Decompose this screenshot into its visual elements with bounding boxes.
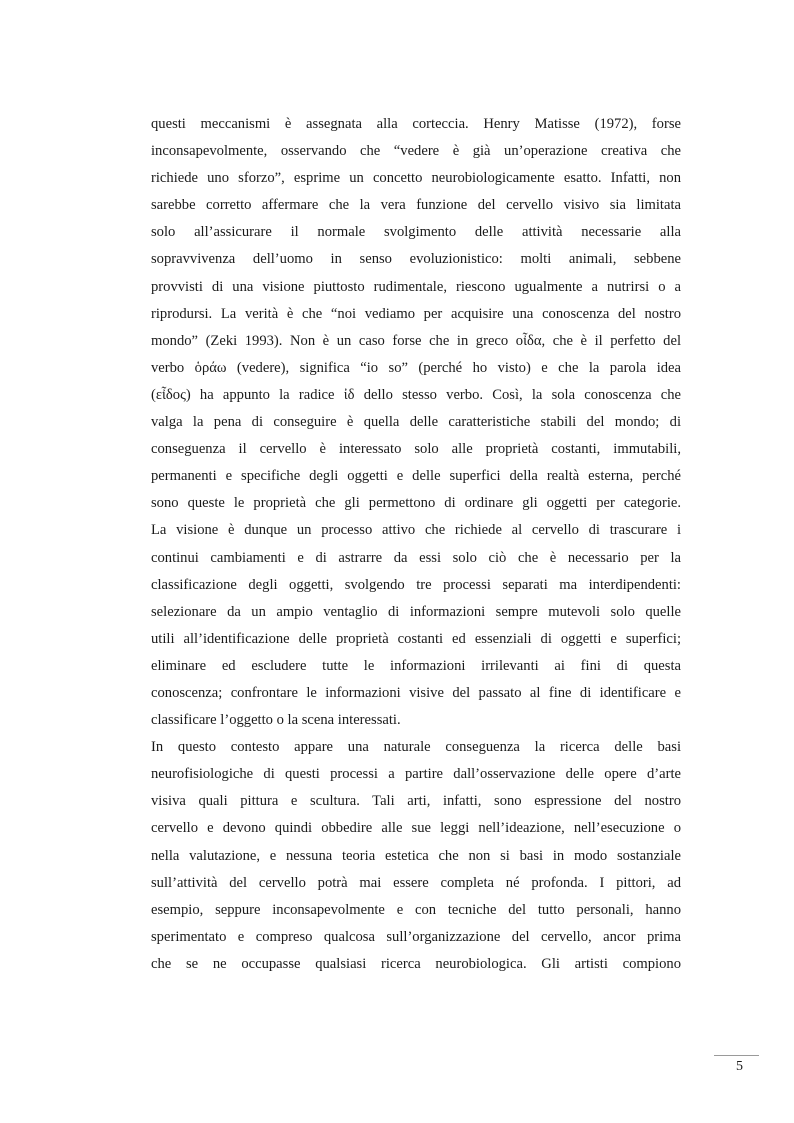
text-line: permanenti e specifiche degli oggetti e delle superfici della realtà esterna, perché bbox=[151, 468, 681, 485]
text-line: sperimentato e compreso qualcosa sull’organizzazione del cervello, ancor prima bbox=[151, 928, 681, 945]
text-line: riprodursi. La verità è che “noi vediamo per acquisire una conoscenza del nostro bbox=[151, 305, 681, 322]
text-line: sarebbe corretto affermare che la vera funzione del cervello visivo sia limitata bbox=[151, 197, 681, 214]
page-number-rule bbox=[714, 1055, 759, 1056]
text-line: In questo contesto appare una naturale conseguenza la ricerca delle basi bbox=[151, 739, 681, 756]
text-line: mondo” (Zeki 1993). Non è un caso forse che in greco οἶδα, che è il perfetto del bbox=[151, 332, 681, 349]
text-line: cervello e devono quindi obbedire alle sue leggi nell’ideazione, nell’esecuzione o bbox=[151, 820, 681, 837]
text-line: richiede uno sforzo”, esprime un concetto neurobiologicamente esatto. Infatti, non bbox=[151, 170, 681, 187]
text-line: sopravvivenza dell’uomo in senso evoluzionistico: molti animali, sebbene bbox=[151, 251, 681, 268]
body-text bbox=[151, 111, 681, 978]
text-line: classificazione degli oggetti, svolgendo tre processi separati ma interdipendenti: bbox=[151, 576, 681, 593]
text-line: esempio, seppure inconsapevolmente e con tecniche del tutto personali, hanno bbox=[151, 901, 681, 918]
text-line: continui cambiamenti e di astrarre da essi solo ciò che è necessario per la bbox=[151, 549, 681, 566]
text-line: neurofisiologiche di questi processi a partire dall’osservazione delle opere d’arte bbox=[151, 766, 681, 783]
text-line: utili all’identificazione delle proprietà costanti ed essenziali di oggetti e superfici; bbox=[151, 630, 681, 647]
page-number: 5 bbox=[736, 1059, 743, 1074]
text-line: solo all’assicurare il normale svolgimento delle attività necessarie alla bbox=[151, 224, 681, 241]
text-line: (εἶδος) ha appunto la radice ἰδ dello stesso verbo. Così, la sola conoscenza che bbox=[151, 386, 681, 403]
text-line: questi meccanismi è assegnata alla corteccia. Henry Matisse (1972), forse bbox=[151, 116, 681, 132]
text-line: conseguenza il cervello è interessato solo alle proprietà costanti, immutabili, bbox=[151, 441, 681, 458]
text-line: inconsapevolmente, osservando che “vedere è già un’operazione creativa che bbox=[151, 143, 681, 160]
text-line: visiva quali pittura e scultura. Tali arti, infatti, sono espressione del nostro bbox=[151, 793, 681, 810]
text-line: valga la pena di conseguire è quella delle caratteristiche stabili del mondo; di bbox=[151, 414, 681, 431]
text-line: sono queste le proprietà che gli permettono di ordinare gli oggetti per categorie. bbox=[151, 495, 681, 512]
text-line: nella valutazione, e nessuna teoria estetica che non si basi in modo sostanziale bbox=[151, 847, 681, 864]
text-line: conoscenza; confrontare le informazioni visive del passato al fine di identificare e bbox=[151, 684, 681, 701]
text-line: La visione è dunque un processo attivo che richiede al cervello di trascurare i bbox=[151, 522, 681, 539]
text-line: eliminare ed escludere tutte le informazioni irrilevanti ai fini di questa bbox=[151, 657, 681, 674]
text-line: che se ne occupasse qualsiasi ricerca neurobiologica. Gli artisti compiono bbox=[151, 955, 681, 972]
text-line: verbo ὁράω (vedere), significa “io so” (perché ho visto) e che la parola idea bbox=[151, 359, 681, 376]
text-line: sull’attività del cervello potrà mai essere completa né profonda. I pittori, ad bbox=[151, 874, 681, 891]
text-line: classificare l’oggetto o la scena interessati. bbox=[151, 712, 401, 729]
text-line: selezionare da un ampio ventaglio di informazioni sempre mutevoli solo quelle bbox=[151, 603, 681, 620]
text-line: provvisti di una visione piuttosto rudimentale, riescono ugualmente a nutrirsi o a bbox=[151, 278, 681, 295]
